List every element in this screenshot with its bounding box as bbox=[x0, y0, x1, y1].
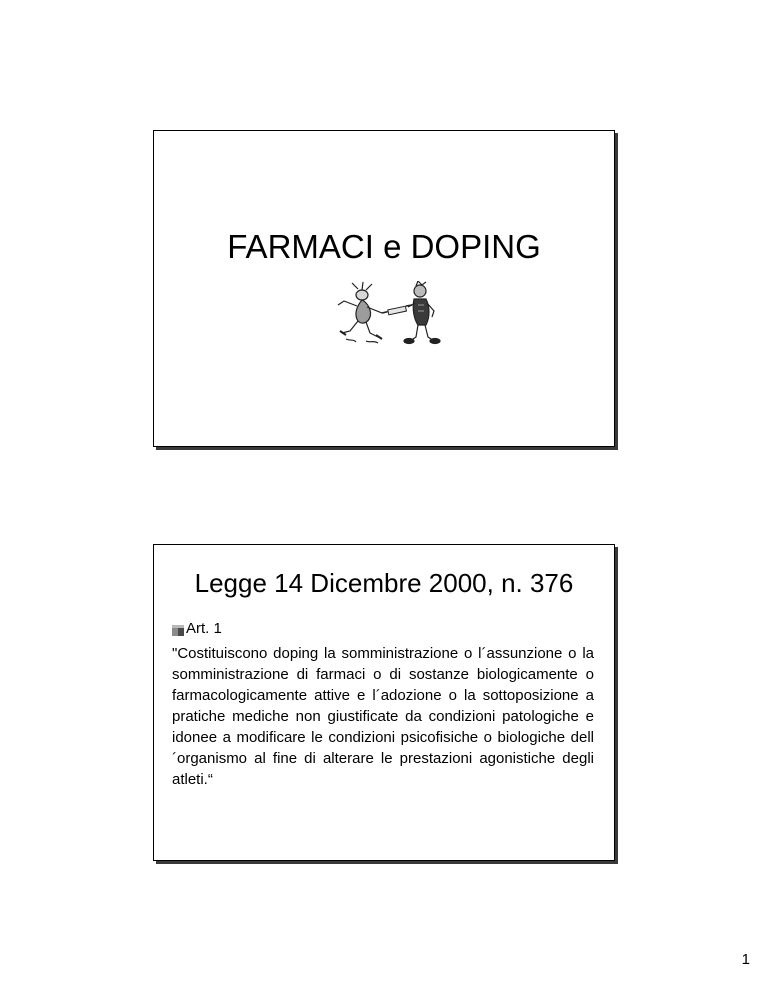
law-article-text: "Costituiscono doping la somministrazione o l´assunzione o la somministrazione di farmaci o di sostanze biologicamente o farmacologicamente attive e l´adozione o la sottoposizione a pratiche mediche non giustificate da condizioni patologiche e idonee a modificare le condizioni psicofisiche o biologiche dell´organismo al fine di alterare le prestazioni agonistiche degli atleti.“ bbox=[172, 645, 594, 788]
doping-cartoon-illustration bbox=[332, 281, 442, 345]
article-bullet bbox=[172, 619, 222, 639]
slide-2-title: Legge 14 Dicembre 2000, n. 376 bbox=[194, 568, 574, 598]
article-label: Art. 1 bbox=[186, 620, 222, 637]
slide-2 bbox=[153, 544, 615, 861]
page-number: 1 bbox=[741, 951, 750, 968]
square-bullet-icon bbox=[172, 625, 184, 636]
slide-1-title: FARMACI e DOPING bbox=[227, 228, 541, 265]
slide-1 bbox=[153, 130, 615, 447]
